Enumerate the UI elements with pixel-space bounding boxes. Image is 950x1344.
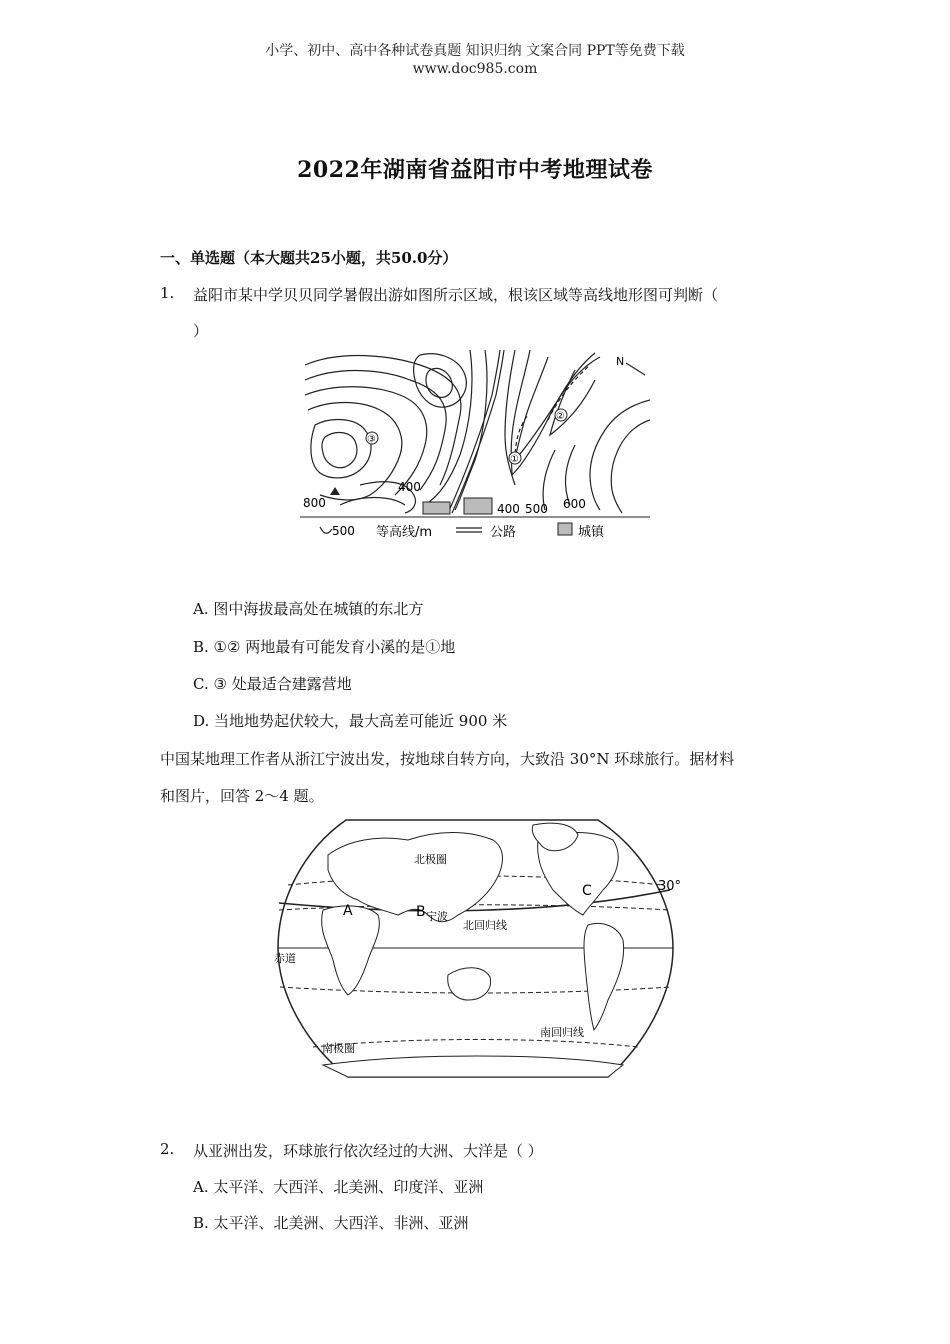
label-400-right: 400 <box>497 502 520 516</box>
arctic-circle-label: 北极圈 <box>414 853 447 866</box>
section-heading: 一、单选题（本大题共25小题，共50.0分） <box>160 249 458 267</box>
map-point-b: B <box>416 904 426 920</box>
legend-contour-value: 500 <box>332 524 355 538</box>
legend-town: 城镇 <box>578 525 605 540</box>
equator-label: 赤道 <box>274 952 296 965</box>
world-map-figure <box>268 815 688 1081</box>
north-arrow-icon <box>626 363 645 375</box>
map-point-a: A <box>343 903 353 919</box>
site-header-line1: 小学、初中、高中各种试卷真题 知识归纳 文案合同 PPT等免费下载 <box>265 43 685 59</box>
q2-stem: 从亚洲出发，环球旅行依次经过的大洲、大洋是（ ） <box>193 1142 543 1160</box>
legend-road: 公路 <box>490 525 517 540</box>
lat-30-label: 30° <box>658 879 682 894</box>
point-2: ② <box>556 411 565 422</box>
q2-option-b[interactable]: B. 太平洋、北美洲、大西洋、非洲、亚洲 <box>193 1214 469 1232</box>
map-point-c: C <box>582 883 592 899</box>
point-3: ③ <box>367 434 376 445</box>
q1-option-a[interactable]: A. 图中海拔最高处在城镇的东北方 <box>193 600 424 618</box>
town-rect <box>423 502 450 514</box>
material-line2: 和图片，回答 2～4 题。 <box>160 787 324 805</box>
antarctic-circle-label: 南极圈 <box>322 1042 355 1055</box>
page-title: 2022年湖南省益阳市中考地理试卷 <box>297 157 653 183</box>
q1-stem-line1: 益阳市某中学贝贝同学暑假出游如图所示区域，根该区域等高线地形图可判断（ <box>193 286 719 304</box>
q2-number: 2. <box>160 1140 175 1158</box>
label-800: 800 <box>303 496 326 510</box>
label-500: 500 <box>525 502 548 516</box>
legend-contour: 等高线/m <box>376 525 433 540</box>
point-1: ① <box>510 454 519 465</box>
label-600: 600 <box>563 497 586 511</box>
q1-option-c[interactable]: C. ③ 处最适合建露营地 <box>193 675 352 693</box>
label-400-left: 400 <box>398 480 421 494</box>
q2-option-a[interactable]: A. 太平洋、大西洋、北美洲、印度洋、亚洲 <box>193 1178 484 1196</box>
tropic-capricorn-label: 南回归线 <box>540 1026 584 1039</box>
site-header-url[interactable]: www.doc985.com <box>412 61 538 77</box>
q1-number: 1. <box>160 284 175 302</box>
q1-option-b[interactable]: B. ①② 两地最有可能发育小溪的是①地 <box>193 638 456 656</box>
tropic-cancer-label: 北回归线 <box>463 919 507 932</box>
q1-option-d[interactable]: D. 当地地势起伏较大，最大高差可能近 900 米 <box>193 712 508 730</box>
ningbo-label: 宁波 <box>426 910 448 923</box>
q1-stem-line2: ） <box>193 322 209 340</box>
town-rect <box>464 498 492 514</box>
north-label: N <box>616 355 625 368</box>
material-line1: 中国某地理工作者从浙江宁波出发，按地球自转方向，大致沿 30°N 环球旅行。据材料 <box>160 750 735 768</box>
peak-icon <box>330 487 340 495</box>
contour-map-figure <box>300 345 650 545</box>
